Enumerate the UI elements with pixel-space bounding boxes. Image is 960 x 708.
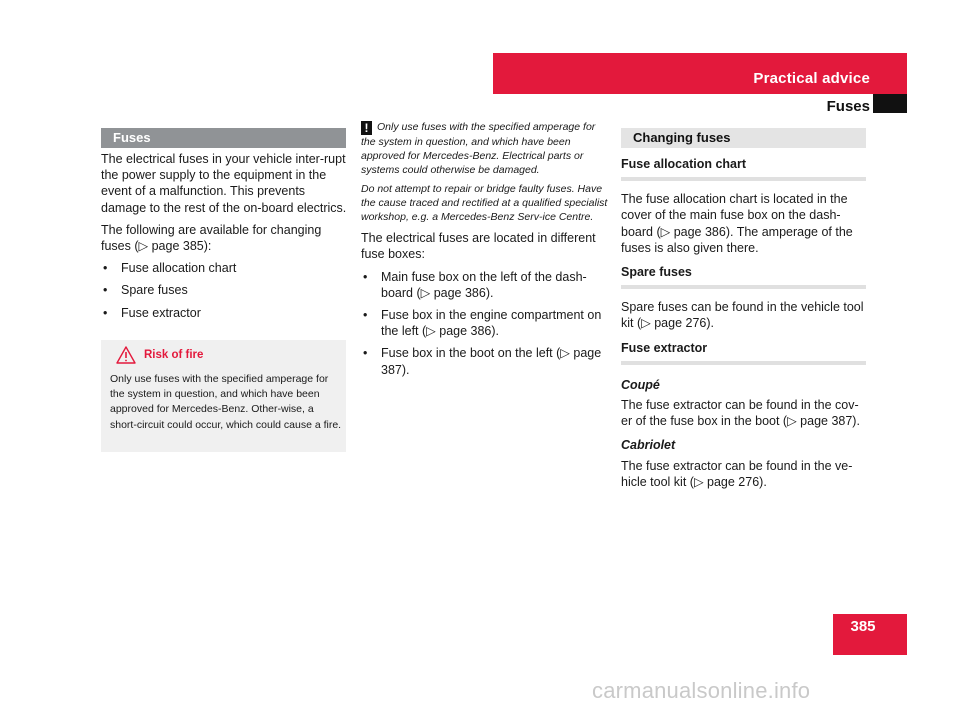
page-number: 385 <box>850 618 876 635</box>
allocation-text: The fuse allocation chart is located in the cover of the main fuse box on the dash-board (▷ page 386). The amperage of the fuses is also given there. <box>621 192 853 255</box>
subsection-title: Fuses <box>826 98 870 115</box>
coupe-text: The fuse extractor can be found in the cov-er of the fuse box in the boot (▷ page 387). <box>621 398 860 429</box>
list-item: • Spare fuses <box>101 282 347 298</box>
fuse-boxes-intro: The electrical fuses are located in different fuse boxes: <box>361 231 596 262</box>
note-2: Do not attempt to repair or bridge faulty fuses. Have the cause traced and rectified at a qualified specialist workshop, e.g. a Mercedes-Benz Serv-ice Centre. <box>361 182 608 224</box>
fuses-section-bar <box>101 128 346 148</box>
warning-body: Only use fuses with the specified amperage for the system in question, and which have been approved for Mercedes-Benz. Other-wise, a short-circuit could occur, which could cause a fire. <box>110 373 342 431</box>
watermark: carmanualsonline.info <box>592 678 811 703</box>
section-title: Practical advice <box>753 70 870 87</box>
warning-title: Risk of fire <box>144 349 204 361</box>
cabriolet-text: The fuse extractor can be found in the ve-hicle tool kit (▷ page 276). <box>621 458 853 489</box>
list-item: • Fuse allocation chart <box>101 260 347 276</box>
allocation-heading: Fuse allocation chart <box>621 157 747 171</box>
extractor-heading: Fuse extractor <box>621 340 708 355</box>
list-item: • Main fuse box on the left of the dash-board (▷ page 386). <box>361 269 609 301</box>
column-2 <box>361 120 609 384</box>
column-1 <box>101 151 347 327</box>
cabriolet-label: Cabriolet <box>621 438 676 453</box>
changing-fuses-bar: Changing fuses <box>621 128 866 148</box>
list-item: • Fuse extractor <box>101 305 347 321</box>
divider <box>621 361 866 365</box>
divider <box>621 285 866 289</box>
available-list <box>101 260 347 321</box>
column-3 <box>621 128 866 496</box>
header-black-tab <box>873 94 907 113</box>
fuses-intro: The electrical fuses in your vehicle inter-rupt the power supply to the equipment in the event of a malfunction. This prevents damage to the rest of the on-board electrics. <box>101 152 347 215</box>
warning-triangle-icon <box>116 346 136 369</box>
spare-heading: Spare fuses <box>621 265 692 280</box>
fuse-boxes-list <box>361 269 609 378</box>
divider <box>621 177 866 181</box>
note-1 <box>361 120 609 178</box>
coupe-label: Coupé <box>621 377 660 392</box>
list-item: • Fuse box in the engine compartment on the left (▷ page 386). <box>361 307 609 339</box>
list-item: • Fuse box in the boot on the left (▷ page 387). <box>361 345 609 377</box>
note-1-text: Only use fuses with the specified amperage for the system in question, and which have been approved for Mercedes-Benz. Electrical parts or systems could otherwise be damaged. <box>361 121 596 177</box>
exclamation-icon: ! <box>361 121 372 135</box>
available-text: The following are available for changing fuses (▷ page 385): <box>101 222 322 254</box>
fuses-bar-title: Fuses <box>101 128 346 148</box>
spare-text: Spare fuses can be found in the vehicle tool kit (▷ page 276). <box>621 300 864 331</box>
